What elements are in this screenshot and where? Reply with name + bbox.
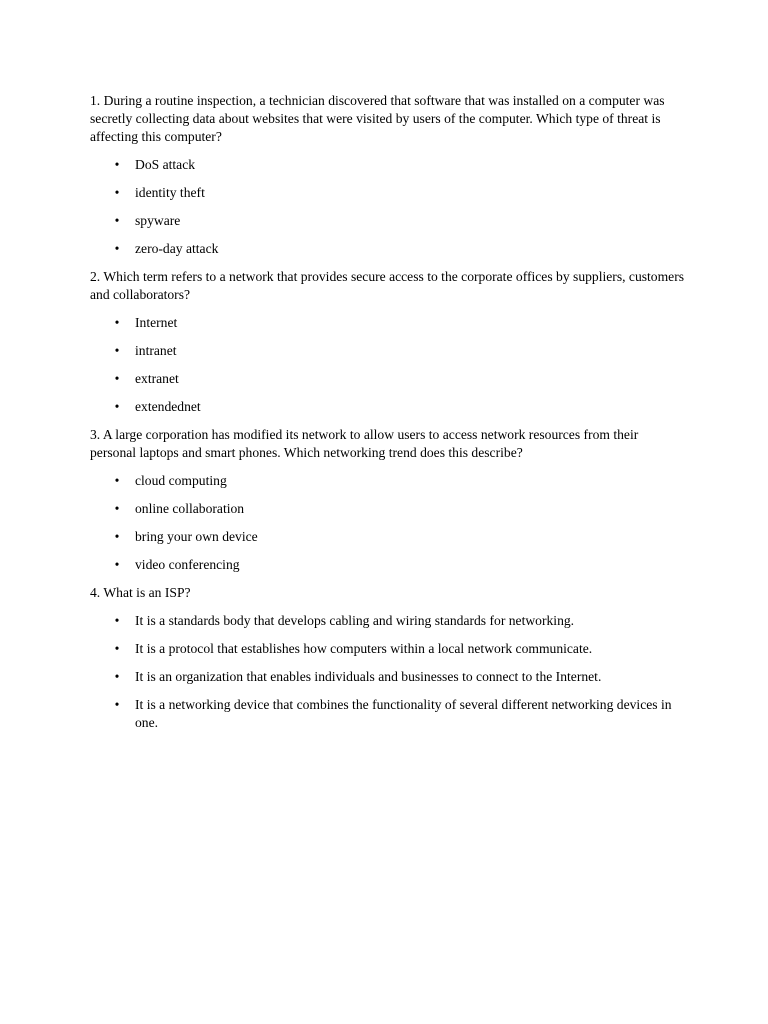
- option-text: zero-day attack: [135, 241, 219, 256]
- option-text: Internet: [135, 315, 178, 330]
- option-item: [90, 500, 686, 518]
- option-list: [90, 612, 686, 732]
- option-list: [90, 156, 686, 258]
- option-item: [90, 314, 686, 332]
- option-text: spyware: [135, 213, 181, 228]
- option-text: identity theft: [135, 185, 205, 200]
- bullet-icon: •: [114, 343, 120, 358]
- option-text: video conferencing: [135, 557, 240, 572]
- option-text: cloud computing: [135, 473, 227, 488]
- option-text: DoS attack: [135, 157, 196, 172]
- bullet-icon: •: [114, 399, 120, 414]
- bullet-icon: •: [114, 641, 120, 656]
- option-text: It is an organization that enables individuals and businesses to connect to the Internet.: [135, 669, 602, 684]
- bullet-icon: •: [114, 241, 120, 256]
- question-text: 3. A large corporation has modified its network to allow users to access network resources from their personal laptops and smart phones. Which networking trend does this describe?: [90, 427, 639, 460]
- bullet-icon: •: [114, 371, 120, 386]
- option-text: extranet: [135, 371, 179, 386]
- question-3: [90, 426, 686, 574]
- question-4: [90, 584, 686, 732]
- option-item: [90, 556, 686, 574]
- question-2: [90, 268, 686, 416]
- option-list: [90, 472, 686, 574]
- bullet-icon: •: [114, 529, 120, 544]
- bullet-icon: •: [114, 315, 120, 330]
- bullet-icon: •: [114, 697, 120, 712]
- option-item: [90, 370, 686, 388]
- option-list: [90, 314, 686, 416]
- option-text: extendednet: [135, 399, 201, 414]
- option-item: [90, 640, 686, 658]
- option-item: [90, 472, 686, 490]
- option-item: [90, 528, 686, 546]
- question-1: [90, 92, 686, 258]
- option-text: It is a standards body that develops cabling and wiring standards for networking.: [135, 613, 575, 628]
- option-text: It is a networking device that combines the functionality of several different networking devices in one.: [135, 697, 672, 730]
- bullet-icon: •: [114, 501, 120, 516]
- option-item: [90, 240, 686, 258]
- bullet-icon: •: [114, 613, 120, 628]
- bullet-icon: •: [114, 557, 120, 572]
- option-item: [90, 696, 686, 732]
- option-item: [90, 212, 686, 230]
- option-text: online collaboration: [135, 501, 245, 516]
- option-item: [90, 668, 686, 686]
- bullet-icon: •: [114, 473, 120, 488]
- option-text: It is a protocol that establishes how computers within a local network communicate.: [135, 641, 593, 656]
- document-page: [90, 92, 686, 742]
- bullet-icon: •: [114, 185, 120, 200]
- option-item: [90, 612, 686, 630]
- option-item: [90, 156, 686, 174]
- bullet-icon: •: [114, 213, 120, 228]
- option-item: [90, 398, 686, 416]
- question-text: 1. During a routine inspection, a technician discovered that software that was installed on a computer was secretly collecting data about websites that were visited by users of the computer. Which type of threat is affecting this computer?: [90, 93, 665, 144]
- option-item: [90, 342, 686, 360]
- bullet-icon: •: [114, 669, 120, 684]
- question-text: 4. What is an ISP?: [90, 585, 191, 600]
- question-text: 2. Which term refers to a network that provides secure access to the corporate offices by suppliers, customers and collaborators?: [90, 269, 685, 302]
- option-text: bring your own device: [135, 529, 258, 544]
- bullet-icon: •: [114, 157, 120, 172]
- option-item: [90, 184, 686, 202]
- option-text: intranet: [135, 343, 177, 358]
